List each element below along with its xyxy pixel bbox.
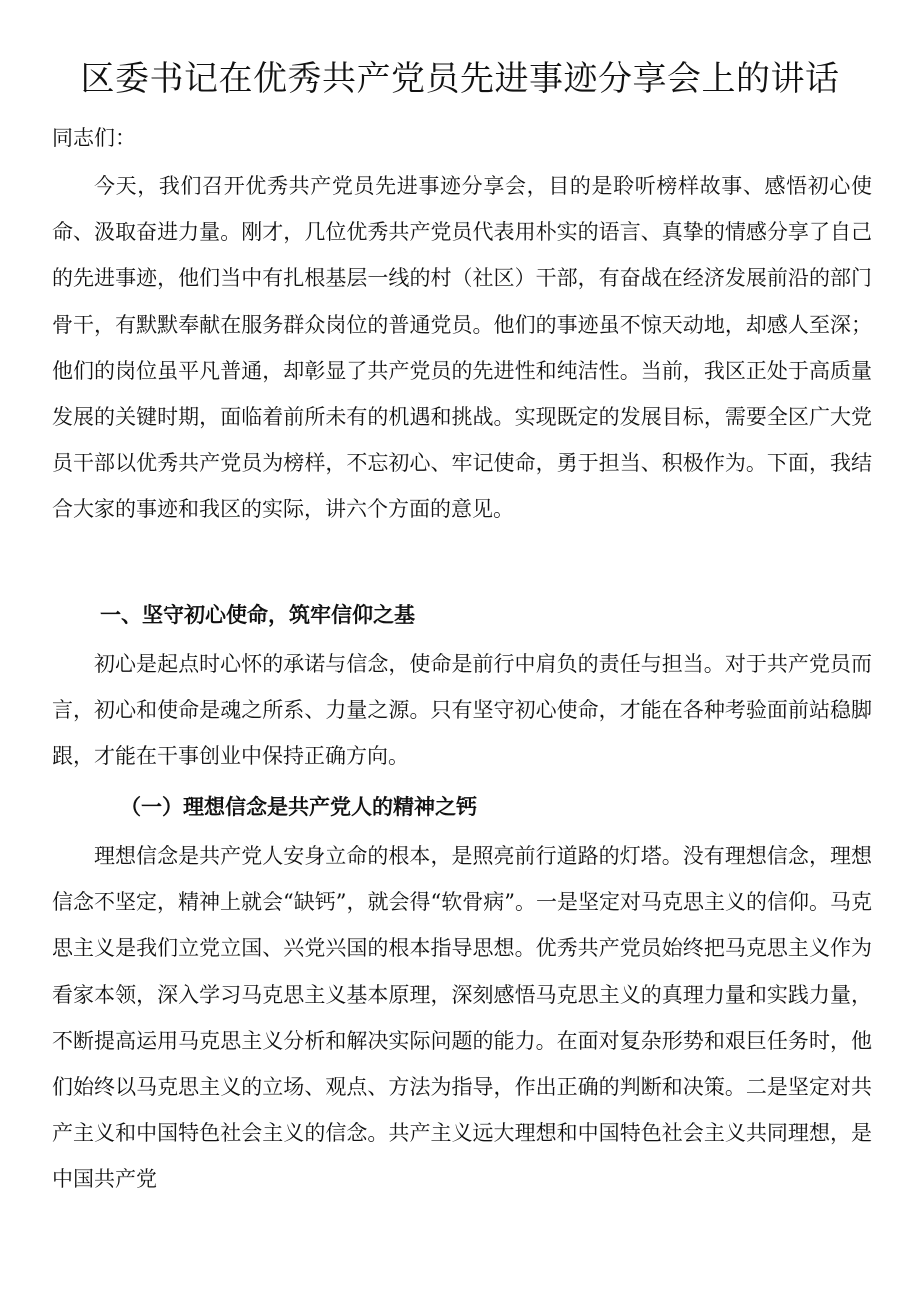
paragraph-subsection-1: 理想信念是共产党人安身立命的根本，是照亮前行道路的灯塔。没有理想信念，理想信念不坚定，精神上就会“缺钙”，就会得“软骨病”。一是坚定对马克思主义的信仰。马克思主义是我们立党立国、兴党兴国的根本指导思想。优秀共产党员始终把马克思主义作为看家本领，深入学习马克思主义基本原理，深刻感悟马克思主义的真理力量和实践力量，不断提高运用马克思主义分析和解决实际问题的能力。在面对复杂形势和艰巨任务时，他们始终以马克思主义的立场、观点、方法为指导，作出正确的判断和决策。二是坚定对共产主义和中国特色社会主义的信念。共产主义远大理想和中国特色社会主义共同理想，是中国共产党 (52, 844, 872, 1192)
paragraph-intro: 今天，我们召开优秀共产党员先进事迹分享会，目的是聆听榜样故事、感悟初心使命、汲取奋进力量。刚才，几位优秀共产党员代表用朴实的语言、真挚的情感分享了自己的先进事迹，他们当中有扎根基层一线的村（社区）干部，有奋战在经济发展前沿的部门骨干，有默默奉献在服务群众岗位的普通党员。他们的事迹虽不惊天动地，却感人至深；他们的岗位虽平凡普通，却彰显了共产党员的先进性和纯洁性。当前，我区正处于高质量发展的关键时期，面临着前所未有的机遇和挑战。实现既定的发展目标，需要全区广大党员干部以优秀共产党员为榜样，不忘初心、牢记使命，勇于担当、积极作为。下面，我结合大家的事迹和我区的实际，讲六个方面的意见。 (52, 174, 872, 522)
salutation: 同志们： (52, 126, 136, 150)
subsection-heading-1: （一）理想信念是共产党人的精神之钙 (120, 795, 477, 819)
document-title: 区委书记在优秀共产党员先进事迹分享会上的讲话 (80, 59, 840, 99)
section-heading-1: 一、坚守初心使命，筑牢信仰之基 (100, 603, 415, 627)
paragraph-section-1: 初心是起点时心怀的承诺与信念，使命是前行中肩负的责任与担当。对于共产党员而言，初心和使命是魂之所系、力量之源。只有坚守初心使命，才能在各种考验面前站稳脚跟，才能在干事创业中保持正确方向。 (52, 652, 872, 769)
